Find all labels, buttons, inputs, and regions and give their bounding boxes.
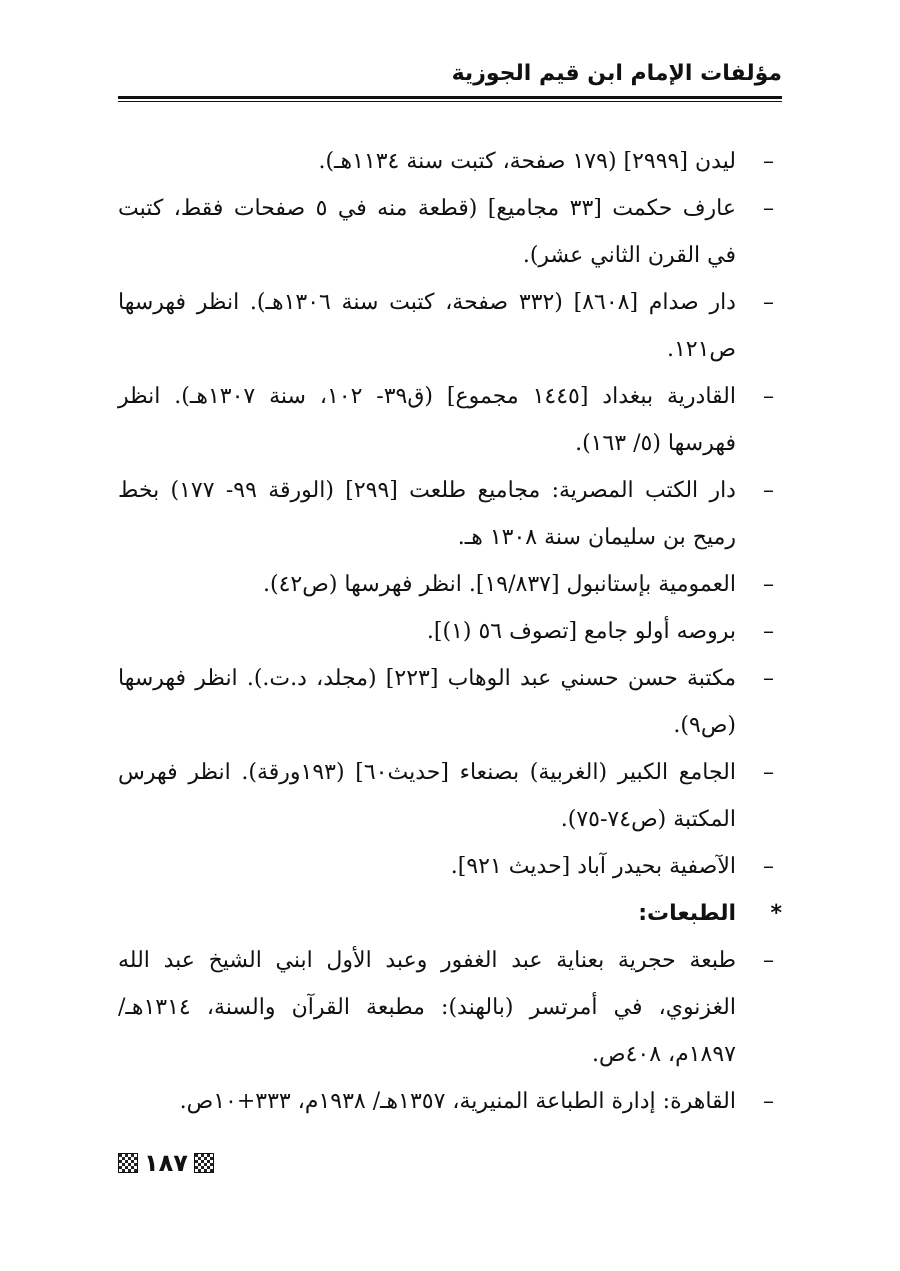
- manuscript-entry: [118, 467, 782, 561]
- page-body: [118, 138, 782, 1125]
- entry-text: بروصه أولو جامع [تصوف ٥٦ (١)].: [426, 619, 736, 644]
- list-bullet: –: [763, 760, 774, 785]
- list-bullet: –: [763, 854, 774, 879]
- entry-text: الآصفية بحيدر آباد [حديث ٩٢١].: [450, 854, 736, 879]
- manuscript-entry: [118, 749, 782, 843]
- entry-text: العمومية بإستانبول [١٩/٨٣٧]. انظر فهرسها (ص٤٢).: [263, 572, 736, 597]
- entry-text: دار الكتب المصرية: مجاميع طلعت [٢٩٩] (الورقة ٩٩- ١٧٧) بخط رميح بن سليمان سنة ١٣٠٨ هـ.: [118, 478, 736, 550]
- section-heading-text: الطبعات:: [638, 901, 736, 926]
- header-rule-thick: [118, 96, 782, 99]
- list-bullet: –: [763, 290, 774, 315]
- manuscript-entry: [118, 843, 782, 890]
- entry-text: القادرية ببغداد [١٤٤٥ مجموع] (ق٣٩- ١٠٢، سنة ١٣٠٧هـ). انظر فهرسها (٥/ ١٦٣).: [118, 384, 736, 456]
- running-title: مؤلفات الإمام ابن قيم الجوزية: [451, 61, 782, 86]
- manuscript-entry: [118, 185, 782, 279]
- manuscript-entry: [118, 655, 782, 749]
- entry-text: دار صدام [٨٦٠٨] (٣٣٢ صفحة، كتبت سنة ١٣٠٦هـ). انظر فهرسها ص١٢١.: [118, 290, 736, 362]
- list-bullet: –: [763, 384, 774, 409]
- manuscript-entry: [118, 373, 782, 467]
- manuscript-entry: [118, 279, 782, 373]
- list-bullet: –: [763, 196, 774, 221]
- entry-text: عارف حكمت [٣٣ مجاميع] (قطعة منه في ٥ صفحات فقط، كتبت في القرن الثاني عشر).: [118, 196, 737, 268]
- asterisk-marker: *: [770, 901, 782, 926]
- manuscript-entry: [118, 138, 782, 185]
- list-bullet: –: [763, 478, 774, 503]
- list-bullet: –: [763, 666, 774, 691]
- entry-text: طبعة حجرية بعناية عبد الغفور وعبد الأول ابني الشيخ عبد الله الغزنوي، في أمرتسر (بالهند): مطبعة القرآن والسنة، ١٣١٤هـ/ ١٨٩٧م، ٤٠٨ص.: [118, 948, 736, 1067]
- header-rule-thin: [118, 101, 782, 102]
- page-number-block: [118, 1148, 214, 1178]
- section-heading: [118, 890, 782, 937]
- list-bullet: –: [763, 149, 774, 174]
- list-bullet: –: [763, 1089, 774, 1114]
- edition-entry: [118, 1078, 782, 1125]
- ornament-icon: [194, 1153, 214, 1173]
- entry-text: ليدن [٢٩٩٩] (١٧٩ صفحة، كتبت سنة ١١٣٤هـ).: [318, 149, 736, 174]
- edition-entry: [118, 937, 782, 1078]
- list-bullet: –: [763, 948, 774, 973]
- list-bullet: –: [763, 619, 774, 644]
- page-number: ١٨٧: [144, 1149, 188, 1177]
- list-bullet: –: [763, 572, 774, 597]
- entry-text: الجامع الكبير (الغربية) بصنعاء [حديث٦٠] (١٩٣ورقة). انظر فهرس المكتبة (ص٧٤-٧٥).: [118, 760, 736, 832]
- entry-text: القاهرة: إدارة الطباعة المنيرية، ١٣٥٧هـ/ ١٩٣٨م، ٣٣٣+١٠ص.: [179, 1089, 736, 1114]
- ornament-icon: [118, 1153, 138, 1173]
- entry-text: مكتبة حسن حسني عبد الوهاب [٢٢٣] (مجلد، د.ت.). انظر فهرسها (ص٩).: [118, 666, 736, 738]
- manuscript-entry: [118, 608, 782, 655]
- manuscript-entry: [118, 561, 782, 608]
